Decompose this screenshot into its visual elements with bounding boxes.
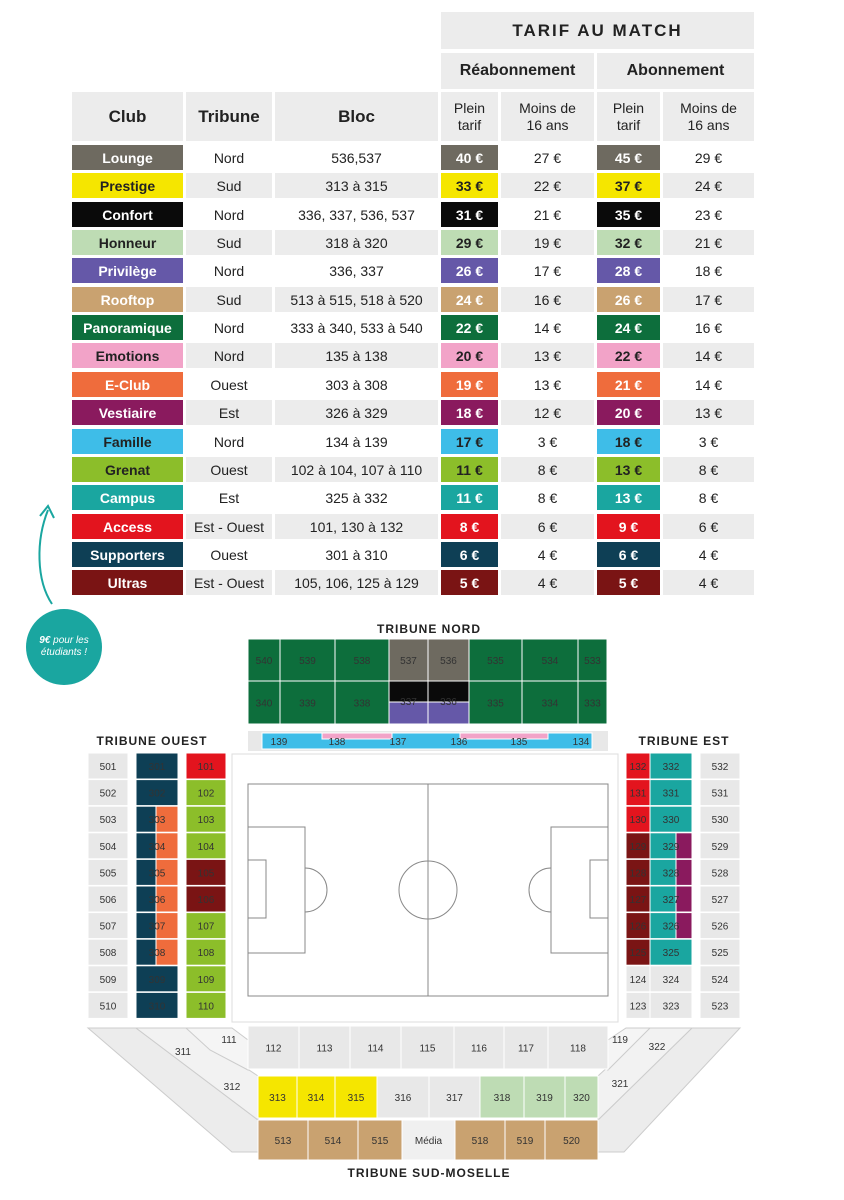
price-cell-abo-plein: 18 € bbox=[597, 429, 660, 454]
seat-block-label: 313 bbox=[269, 1093, 286, 1104]
price-cell-abo-moins: 21 € bbox=[663, 230, 754, 255]
seat-block-label: 329 bbox=[662, 841, 680, 853]
price-cell-abo-plein: 20 € bbox=[597, 400, 660, 425]
seat-block-label: 515 bbox=[371, 1136, 389, 1147]
price-cell-club: Privilège bbox=[72, 258, 183, 283]
seat-block-label: 507 bbox=[99, 921, 117, 933]
seat-block-label: 526 bbox=[711, 921, 729, 933]
price-cell-abo-plein: 22 € bbox=[597, 343, 660, 368]
price-cell-club: Lounge bbox=[72, 145, 183, 170]
price-cell-reab-plein: 22 € bbox=[441, 315, 498, 340]
seat-block-label: 519 bbox=[516, 1136, 534, 1147]
price-cell-bloc: 303 à 308 bbox=[275, 372, 438, 397]
price-cell-abo-plein: 28 € bbox=[597, 258, 660, 283]
price-cell-reab-moins: 14 € bbox=[501, 315, 594, 340]
seat-block-label: 508 bbox=[99, 948, 117, 960]
seat-block-label: 136 bbox=[450, 737, 468, 748]
seat-block-label: 304 bbox=[148, 841, 166, 853]
price-cell-reab-plein: 19 € bbox=[441, 372, 498, 397]
seat-block-label: 109 bbox=[197, 974, 215, 986]
price-cell-abo-moins: 3 € bbox=[663, 429, 754, 454]
reabonnement-text: Réabonnement bbox=[459, 62, 576, 79]
seat-block-label: 504 bbox=[99, 841, 117, 853]
price-cell-reab-moins: 3 € bbox=[501, 429, 594, 454]
student-badge-label: pour les étudiants ! bbox=[40, 635, 89, 658]
abo-plein-line1: Plein bbox=[612, 99, 645, 116]
reab-moins-line1: Moins de bbox=[519, 99, 576, 116]
price-cell-bloc: 301 à 310 bbox=[275, 542, 438, 567]
tribune-header bbox=[186, 92, 272, 141]
corner-label: 111 bbox=[221, 1035, 237, 1046]
seat-block-label: 118 bbox=[570, 1043, 586, 1055]
reab-moins-line2: 16 ans bbox=[526, 116, 569, 133]
tarif-title-text: TARIF AU MATCH bbox=[512, 20, 683, 40]
seat-block-label: 531 bbox=[711, 788, 729, 800]
seat-block-label: 102 bbox=[197, 788, 215, 800]
price-cell-reab-plein: 11 € bbox=[441, 485, 498, 510]
price-cell-club: Honneur bbox=[72, 230, 183, 255]
price-cell-tribune: Sud bbox=[186, 173, 272, 198]
price-cell-abo-moins: 24 € bbox=[663, 173, 754, 198]
seat-block-label: 328 bbox=[662, 868, 680, 880]
price-cell-club: Confort bbox=[72, 202, 183, 227]
price-cell-bloc: 326 à 329 bbox=[275, 400, 438, 425]
seat-block-label: 337 bbox=[400, 697, 417, 708]
seat-block-label: 101 bbox=[197, 762, 215, 773]
seat-block-label: 137 bbox=[389, 737, 407, 748]
price-cell-abo-plein: 13 € bbox=[597, 485, 660, 510]
abo-plein-header bbox=[597, 92, 660, 141]
price-cell-reab-moins: 13 € bbox=[501, 343, 594, 368]
seat-block-label: 514 bbox=[324, 1136, 342, 1147]
price-cell-abo-moins: 23 € bbox=[663, 202, 754, 227]
price-cell-bloc: 336, 337, 536, 537 bbox=[275, 202, 438, 227]
seat-block-label: Média bbox=[414, 1136, 443, 1147]
price-cell-abo-moins: 14 € bbox=[663, 343, 754, 368]
stadium-map bbox=[0, 600, 844, 1200]
price-cell-reab-plein: 26 € bbox=[441, 258, 498, 283]
seat-block-label: 506 bbox=[99, 895, 117, 906]
abo-moins-line1: Moins de bbox=[680, 99, 737, 116]
seat-block-label: 123 bbox=[629, 1001, 647, 1013]
seat-block-label: 333 bbox=[584, 698, 601, 710]
seat-block-label: 334 bbox=[541, 698, 559, 710]
seat-block-label: 128 bbox=[629, 868, 647, 880]
seat-block-label: 501 bbox=[99, 762, 117, 773]
seat-block-label: 131 bbox=[629, 788, 647, 800]
price-cell-reab-plein: 20 € bbox=[441, 343, 498, 368]
price-cell-tribune: Sud bbox=[186, 287, 272, 312]
price-cell-reab-moins: 4 € bbox=[501, 570, 594, 595]
price-cell-reab-plein: 40 € bbox=[441, 145, 498, 170]
seat-block-label: 513 bbox=[274, 1136, 292, 1147]
seat-block-label: 139 bbox=[270, 737, 288, 748]
seat-block-label: 509 bbox=[99, 974, 117, 986]
seat-block-label: 524 bbox=[711, 974, 729, 986]
seat-block-label: 528 bbox=[711, 868, 729, 880]
seat-block-label: 332 bbox=[662, 762, 680, 773]
price-cell-tribune: Nord bbox=[186, 258, 272, 283]
seat-block-label: 130 bbox=[629, 815, 647, 827]
price-cell-tribune: Ouest bbox=[186, 457, 272, 482]
price-cell-club: Campus bbox=[72, 485, 183, 510]
price-cell-tribune: Ouest bbox=[186, 372, 272, 397]
seat-block-label: 327 bbox=[662, 895, 680, 906]
abo-moins-line2: 16 ans bbox=[687, 116, 730, 133]
price-cell-abo-plein: 45 € bbox=[597, 145, 660, 170]
price-cell-abo-plein: 21 € bbox=[597, 372, 660, 397]
emotions-strip bbox=[460, 733, 548, 739]
price-cell-reab-plein: 11 € bbox=[441, 457, 498, 482]
price-cell-club: Panoramique bbox=[72, 315, 183, 340]
price-cell-tribune: Nord bbox=[186, 145, 272, 170]
price-cell-bloc: 336, 337 bbox=[275, 258, 438, 283]
price-cell-bloc: 513 à 515, 518 à 520 bbox=[275, 287, 438, 312]
tribune-header-text: Tribune bbox=[198, 106, 260, 126]
seat-block-label: 305 bbox=[148, 868, 166, 880]
price-cell-reab-moins: 19 € bbox=[501, 230, 594, 255]
price-cell-reab-moins: 4 € bbox=[501, 542, 594, 567]
price-cell-abo-moins: 8 € bbox=[663, 457, 754, 482]
price-cell-abo-moins: 6 € bbox=[663, 514, 754, 539]
seat-block-label: 325 bbox=[662, 948, 680, 960]
seat-block-label: 340 bbox=[255, 698, 273, 710]
price-cell-club: E-Club bbox=[72, 372, 183, 397]
bloc-header-text: Bloc bbox=[338, 106, 375, 126]
reab-moins-header bbox=[501, 92, 594, 141]
seat-block-label: 129 bbox=[629, 841, 647, 853]
price-cell-tribune: Est bbox=[186, 485, 272, 510]
price-cell-reab-plein: 5 € bbox=[441, 570, 498, 595]
seat-block-label: 138 bbox=[328, 737, 346, 748]
price-cell-abo-plein: 5 € bbox=[597, 570, 660, 595]
price-cell-reab-plein: 6 € bbox=[441, 542, 498, 567]
price-cell-bloc: 536,537 bbox=[275, 145, 438, 170]
seat-block-label: 314 bbox=[307, 1093, 325, 1104]
seat-block-label: 317 bbox=[446, 1093, 463, 1104]
corner-label: 322 bbox=[648, 1042, 666, 1053]
seat-block-label: 310 bbox=[148, 1001, 166, 1013]
price-cell-club: Access bbox=[72, 514, 183, 539]
price-cell-reab-moins: 27 € bbox=[501, 145, 594, 170]
corner-label: 119 bbox=[612, 1035, 628, 1046]
price-cell-club: Prestige bbox=[72, 173, 183, 198]
seat-block-label: 308 bbox=[148, 948, 166, 960]
price-cell-reab-moins: 8 € bbox=[501, 457, 594, 482]
bloc-header bbox=[275, 92, 438, 141]
corner-label: 311 bbox=[175, 1047, 191, 1058]
price-cell-abo-plein: 6 € bbox=[597, 542, 660, 567]
seat-block-label: 105 bbox=[197, 868, 215, 880]
price-cell-reab-moins: 17 € bbox=[501, 258, 594, 283]
price-cell-abo-moins: 13 € bbox=[663, 400, 754, 425]
seat-block-label: 525 bbox=[711, 948, 729, 960]
seat-block-label: 505 bbox=[99, 868, 117, 880]
seat-block-label: 536 bbox=[440, 656, 457, 667]
seat-block-label: 330 bbox=[662, 815, 680, 827]
price-cell-reab-plein: 8 € bbox=[441, 514, 498, 539]
price-cell-bloc: 105, 106, 125 à 129 bbox=[275, 570, 438, 595]
price-cell-reab-moins: 13 € bbox=[501, 372, 594, 397]
price-cell-abo-plein: 32 € bbox=[597, 230, 660, 255]
curved-arrow-icon bbox=[30, 500, 70, 610]
seat-block-label: 339 bbox=[299, 698, 316, 710]
price-cell-tribune: Sud bbox=[186, 230, 272, 255]
club-header-text: Club bbox=[108, 106, 147, 126]
tarif-title bbox=[441, 12, 754, 49]
seat-block-label: 307 bbox=[148, 921, 166, 933]
seat-block-label: 320 bbox=[573, 1093, 590, 1104]
price-cell-bloc: 134 à 139 bbox=[275, 429, 438, 454]
seat-block-label: 336 bbox=[440, 697, 457, 708]
price-cell-bloc: 135 à 138 bbox=[275, 343, 438, 368]
seat-block-label: 539 bbox=[299, 656, 316, 667]
seat-block-label: 135 bbox=[510, 737, 528, 748]
price-cell-reab-plein: 31 € bbox=[441, 202, 498, 227]
seat-block-label: 117 bbox=[518, 1043, 534, 1055]
price-cell-tribune: Est - Ouest bbox=[186, 570, 272, 595]
reab-plein-line2: tarif bbox=[457, 116, 482, 133]
seat-block-label: 116 bbox=[471, 1043, 487, 1055]
price-cell-bloc: 313 à 315 bbox=[275, 173, 438, 198]
seat-block-label: 104 bbox=[197, 841, 215, 853]
seat-block-label: 106 bbox=[197, 895, 215, 906]
club-header bbox=[72, 92, 183, 141]
abonnement-header bbox=[597, 53, 754, 89]
seat-block-label: 103 bbox=[197, 815, 215, 827]
price-cell-abo-plein: 24 € bbox=[597, 315, 660, 340]
abo-moins-header bbox=[663, 92, 754, 141]
seat-block-label: 115 bbox=[419, 1043, 436, 1055]
seat-block-label: 112 bbox=[265, 1043, 282, 1055]
price-cell-club: Vestiaire bbox=[72, 400, 183, 425]
price-cell-tribune: Nord bbox=[186, 202, 272, 227]
seat-block-label: 110 bbox=[198, 1001, 214, 1013]
seat-block-label: 535 bbox=[487, 656, 504, 667]
seat-block-label: 338 bbox=[353, 698, 371, 710]
price-cell-bloc: 333 à 340, 533 à 540 bbox=[275, 315, 438, 340]
seat-block-label: 533 bbox=[584, 656, 601, 667]
seat-block-label: 309 bbox=[148, 974, 166, 986]
seat-block-label: 303 bbox=[148, 815, 166, 827]
seat-block-label: 302 bbox=[148, 788, 166, 800]
price-cell-abo-moins: 17 € bbox=[663, 287, 754, 312]
price-cell-reab-moins: 6 € bbox=[501, 514, 594, 539]
seat-block-label: 532 bbox=[711, 762, 729, 773]
reab-plein-header bbox=[441, 92, 498, 141]
seat-block-label: 503 bbox=[99, 815, 117, 827]
price-cell-abo-moins: 4 € bbox=[663, 542, 754, 567]
seat-block-label: 323 bbox=[662, 1001, 680, 1013]
seat-block-label: 306 bbox=[148, 895, 166, 906]
seat-block-label: 540 bbox=[255, 656, 273, 667]
reabonnement-header bbox=[441, 53, 594, 89]
price-cell-abo-plein: 35 € bbox=[597, 202, 660, 227]
seat-block-label: 510 bbox=[99, 1001, 117, 1013]
price-cell-abo-plein: 13 € bbox=[597, 457, 660, 482]
seat-block-label: 124 bbox=[629, 974, 647, 986]
price-cell-abo-moins: 18 € bbox=[663, 258, 754, 283]
seat-block-label: 326 bbox=[662, 921, 680, 933]
abo-plein-line2: tarif bbox=[616, 116, 641, 133]
seat-block-label: 318 bbox=[493, 1093, 511, 1104]
price-cell-club: Famille bbox=[72, 429, 183, 454]
seat-block-label: 502 bbox=[99, 788, 117, 800]
tribune-ouest-title: TRIBUNE OUEST bbox=[96, 734, 208, 748]
price-cell-reab-moins: 16 € bbox=[501, 287, 594, 312]
seat-block-label: 316 bbox=[394, 1093, 412, 1104]
seat-block-label: 107 bbox=[197, 921, 215, 933]
seat-block-label: 127 bbox=[629, 895, 647, 906]
price-cell-reab-plein: 29 € bbox=[441, 230, 498, 255]
price-cell-club: Rooftop bbox=[72, 287, 183, 312]
price-cell-tribune: Ouest bbox=[186, 542, 272, 567]
seat-block-label: 530 bbox=[711, 815, 729, 827]
price-cell-abo-moins: 16 € bbox=[663, 315, 754, 340]
seat-block-label: 529 bbox=[711, 841, 729, 853]
seat-block-label: 331 bbox=[662, 788, 680, 800]
price-cell-bloc: 102 à 104, 107 à 110 bbox=[275, 457, 438, 482]
price-cell-abo-moins: 8 € bbox=[663, 485, 754, 510]
price-cell-bloc: 318 à 320 bbox=[275, 230, 438, 255]
price-cell-bloc: 325 à 332 bbox=[275, 485, 438, 510]
price-cell-club: Emotions bbox=[72, 343, 183, 368]
seat-block-label: 537 bbox=[400, 656, 417, 667]
tribune-est-title: TRIBUNE EST bbox=[638, 734, 730, 748]
price-cell-reab-plein: 18 € bbox=[441, 400, 498, 425]
price-cell-reab-plein: 24 € bbox=[441, 287, 498, 312]
seat-block-label: 324 bbox=[662, 974, 680, 986]
seat-block-label: 132 bbox=[629, 762, 647, 773]
seat-block-label: 134 bbox=[572, 737, 590, 748]
tribune-sud-title: TRIBUNE SUD-MOSELLE bbox=[347, 1166, 511, 1180]
price-cell-tribune: Est bbox=[186, 400, 272, 425]
price-cell-abo-plein: 37 € bbox=[597, 173, 660, 198]
seat-block-label: 108 bbox=[197, 948, 215, 960]
price-cell-abo-moins: 29 € bbox=[663, 145, 754, 170]
price-cell-reab-moins: 21 € bbox=[501, 202, 594, 227]
price-cell-abo-moins: 4 € bbox=[663, 570, 754, 595]
seat-block-label: 126 bbox=[629, 921, 647, 933]
price-cell-reab-moins: 8 € bbox=[501, 485, 594, 510]
price-cell-abo-moins: 14 € bbox=[663, 372, 754, 397]
seat-block-label: 114 bbox=[367, 1043, 384, 1055]
price-cell-tribune: Nord bbox=[186, 315, 272, 340]
student-badge-price: 9€ bbox=[39, 635, 51, 646]
seat-block-label: 527 bbox=[711, 895, 729, 906]
seat-block-label: 520 bbox=[563, 1136, 580, 1147]
seat-block-label: 301 bbox=[148, 762, 166, 773]
seat-block-label: 538 bbox=[353, 656, 371, 667]
price-cell-abo-plein: 26 € bbox=[597, 287, 660, 312]
seat-block-label: 523 bbox=[711, 1001, 729, 1013]
price-cell-abo-plein: 9 € bbox=[597, 514, 660, 539]
price-cell-club: Ultras bbox=[72, 570, 183, 595]
price-cell-club: Grenat bbox=[72, 457, 183, 482]
seat-block-label: 319 bbox=[536, 1093, 553, 1104]
price-cell-reab-moins: 12 € bbox=[501, 400, 594, 425]
price-cell-reab-plein: 17 € bbox=[441, 429, 498, 454]
seat-block-label: 113 bbox=[316, 1043, 333, 1055]
price-cell-tribune: Nord bbox=[186, 343, 272, 368]
price-cell-reab-plein: 33 € bbox=[441, 173, 498, 198]
price-cell-tribune: Nord bbox=[186, 429, 272, 454]
tribune-nord-title: TRIBUNE NORD bbox=[377, 622, 481, 636]
corner-label: 312 bbox=[223, 1082, 241, 1093]
seat-block-label: 335 bbox=[487, 698, 504, 710]
seat-block-label: 125 bbox=[629, 948, 647, 960]
price-cell-tribune: Est - Ouest bbox=[186, 514, 272, 539]
corner-label: 321 bbox=[611, 1079, 629, 1090]
seat-block-label: 518 bbox=[471, 1136, 489, 1147]
reab-plein-line1: Plein bbox=[453, 99, 486, 116]
price-cell-club: Supporters bbox=[72, 542, 183, 567]
seat-block-label: 534 bbox=[541, 656, 559, 667]
price-cell-bloc: 101, 130 à 132 bbox=[275, 514, 438, 539]
seat-block-label: 315 bbox=[347, 1093, 365, 1104]
abonnement-text: Abonnement bbox=[626, 62, 725, 79]
price-cell-reab-moins: 22 € bbox=[501, 173, 594, 198]
